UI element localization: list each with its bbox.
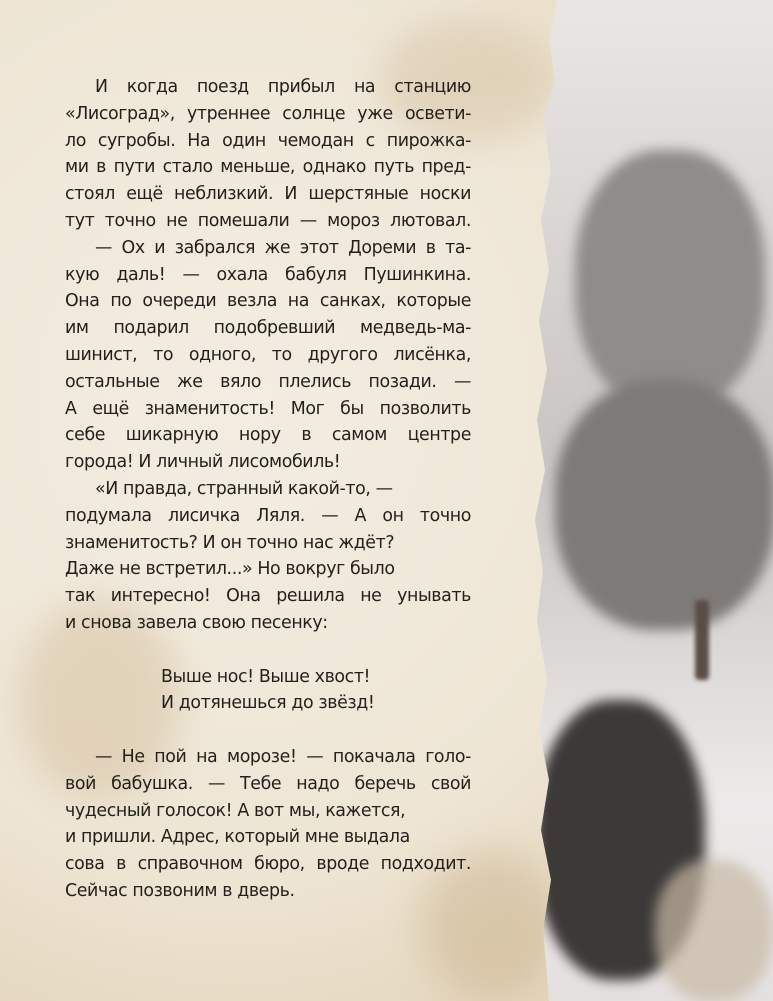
frosted-tree	[575, 150, 765, 410]
text-line: остальные же вяло плелись позади. —	[65, 371, 471, 392]
text-line: А ещё знаменитость! Мог бы позволить	[65, 398, 471, 419]
song-verse	[65, 664, 471, 718]
text-line: тут точно не помешали — мороз лютовал.	[65, 210, 471, 231]
paragraph-1	[65, 74, 471, 235]
text-line: Она по очереди везла на санках, которые	[65, 291, 471, 312]
paragraph-3	[65, 476, 471, 637]
text-line: ми в пути стало меньше, однако путь пред-	[65, 157, 471, 178]
text-line: так интересно! Она решила не унывать	[65, 586, 471, 607]
text-line: подумала лисичка Ляля. — А он точно	[65, 505, 471, 526]
text-line: чудесный голосок! А вот мы, кажется,	[65, 800, 406, 821]
story-text	[65, 74, 471, 905]
text-line: Даже не встретил...» Но вокруг было	[65, 559, 395, 580]
text-line: вой бабушка. — Тебе надо беречь свой	[65, 773, 471, 794]
text-line: сова в справочном бюро, вроде подходит.	[65, 854, 471, 875]
frosted-tree	[555, 380, 773, 630]
text-line: и пришли. Адрес, который мне выдала	[65, 827, 410, 848]
text-line: себе шикарную нору в самом центре	[65, 425, 471, 446]
frosted-twigs	[655, 860, 773, 1001]
text-line: им подарил подобревший медведь-ма-	[65, 318, 471, 339]
text-line: Сейчас позвоним в дверь.	[65, 880, 295, 901]
paragraph-2	[65, 235, 471, 476]
snowy-forest-photo	[535, 0, 773, 1001]
verse-line: И дотянешься до звёзд!	[161, 693, 375, 714]
text-line: — Ох и забрался же этот Дореми в та-	[95, 237, 471, 258]
text-line: шинист, то одного, то другого лисёнка,	[65, 344, 471, 365]
text-line: — Не пой на морозе! — покачала голо-	[95, 746, 471, 767]
text-line: «И правда, странный какой-то, —	[95, 478, 393, 499]
text-line: города! И личный лисомобиль!	[65, 452, 341, 473]
paragraph-4	[65, 744, 471, 905]
verse-line: Выше нос! Выше хвост!	[161, 666, 371, 687]
text-line: и снова завела свою песенку:	[65, 612, 328, 633]
text-line: стоял ещё неблизкий. И шерстяные носки	[65, 184, 471, 205]
text-line: знаменитость? И он точно нас ждёт?	[65, 532, 395, 553]
text-line: ло сугробы. На один чемодан с пирожка-	[65, 130, 471, 151]
tree-trunk	[695, 600, 709, 680]
text-line: И когда поезд прибыл на станцию	[95, 77, 471, 97]
text-line: «Лисоград», утреннее солнце уже освети-	[65, 103, 471, 124]
text-line: кую даль! — охала бабуля Пушинкина.	[65, 264, 471, 285]
